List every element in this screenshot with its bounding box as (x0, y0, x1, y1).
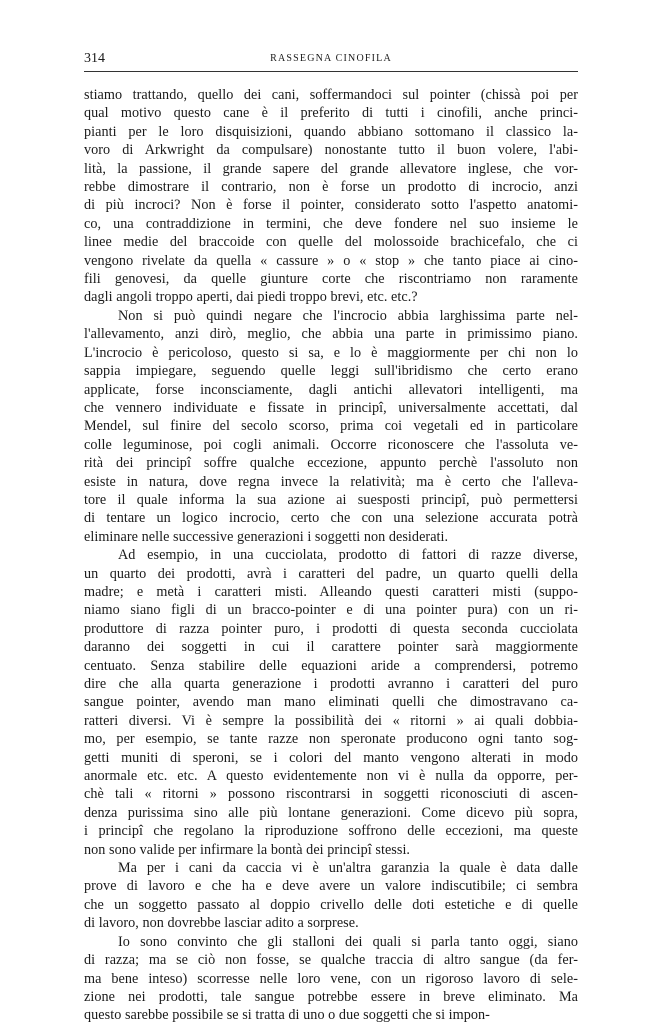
text-line: Non si può quindi negare che l'incrocio abbia larghissima parte nel- (118, 307, 578, 324)
paragraph (84, 307, 578, 546)
text-line: un quarto dei prodotti, avrà i caratteri del padre, un quarto quelli della (84, 565, 578, 582)
text-line: Ad esempio, in una cucciolata, prodotto di fattori di razze diverse, (118, 547, 578, 564)
text-line: fili genovesi, da quelle giunture corte che riscontriamo non raramente (84, 271, 578, 288)
text-line: eliminare nelle successive generazioni i soggetti non desiderati. (84, 528, 449, 545)
text-line: pianti per le loro disquisizioni, quando abbiano sottomano il classico la- (84, 123, 578, 140)
text-line: non sono valide per infirmare la bontà dei principî stessi. (84, 841, 411, 858)
text-line: ma bene inteso) scorresse nelle loro vene, con un rigoroso lavoro di sele- (84, 970, 578, 987)
text-line: co, una contraddizione in termini, che deve fondere nel suo insieme le (84, 215, 578, 232)
text-line: l'allevamento, anzi dirò, meglio, che abbia una parte in primissimo piano. (84, 326, 578, 343)
running-title: RASSEGNA CINOFILA (270, 53, 392, 64)
header-rule (84, 71, 578, 72)
text-line: lità, la passione, il grande sapere del grande allevatore inglese, che vor- (84, 160, 578, 177)
text-line: che vennero individuate e fissate in principî, universalmente accettati, dal (84, 399, 578, 416)
text-line: Ma per i cani da caccia vi è un'altra garanzia la quale è data dalle (118, 860, 578, 877)
text-line: madre; e metà i caratteri misti. Alleando questi caratteri misti (suppo- (84, 583, 578, 600)
text-line: zione nei prodotti, tale sangue potrebbe essere in breve eliminato. Ma (84, 988, 578, 1005)
text-line: daranno dei soggetti in cui il carattere pointer sarà maggiormente (84, 639, 578, 656)
text-line: rità dei principî soffre qualche eccezione, appunto perchè l'assoluto non (84, 455, 578, 472)
text-line: sangue pointer, avendo man mano eliminati quelli che dimostravano ca- (84, 694, 578, 711)
text-line: esiste in natura, dove regna invece la relatività; ma è certo che l'alleva- (84, 473, 578, 490)
text-line: di lavoro, non dovrebbe lasciar adito a sorprese. (84, 915, 359, 932)
text-line: colle leguminose, poi cogli animali. Occorre riconoscere che l'assoluta ve- (84, 436, 578, 453)
text-line: linee medie del braccoide con quelle del molossoide brachicefalo, che ci (84, 234, 578, 251)
text-line: questo sarebbe possibile se si tratta di uno o due soggetti che si impon- (84, 1007, 490, 1024)
text-line: L'incrocio è pericoloso, questo si sa, e lo è maggiormente per chi non lo (84, 344, 578, 361)
text-line: voro di Arkwright da compulsare) nonostante tutto il buon volere, l'abi- (84, 142, 578, 159)
text-line: Mendel, sul finire del secolo scorso, prima coi vegetali ed in particolare (84, 418, 578, 435)
text-line: mo, per esempio, se tante razze non speronate producono ogni tanto sog- (84, 731, 578, 748)
paragraph (84, 86, 578, 307)
text-line: ratteri diversi. Vi è sempre la possibilità dei « ritorni » ai quali dobbia- (84, 712, 578, 729)
text-line: dagli angoli troppo aperti, dai piedi troppo brevi, etc. etc.? (84, 289, 418, 306)
text-line: di razza; ma se ciò non fosse, se qualche traccia di altro sangue (da fer- (84, 952, 578, 969)
text-line: di tentare un logico incrocio, certo che con una selezione accurata potrà (84, 510, 578, 527)
text-line: prove di lavoro e che ha e deve avere un valore indiscutibile; ci sembra (84, 878, 578, 895)
text-line: qual motivo questo cane è il preferito di tutti i cinofili, anche princi- (84, 105, 578, 122)
paragraph (84, 546, 578, 859)
text-line: centuato. Senza stabilire delle equazioni aride a comprendersi, potremo (84, 657, 578, 674)
text-line: i principî che regolano la riproduzione soffrono delle eccezioni, ma queste (84, 823, 578, 840)
text-line: tore il quale informa la sua azione ai suesposti principî, può permettersi (84, 491, 578, 508)
text-line: chè tali « ritorni » possono riscontrarsi in soggetti riconosciuti di ascen- (84, 786, 578, 803)
page-header (84, 50, 578, 70)
text-line: niamo siano figli di un bracco-pointer e di una pointer pura) con un ri- (84, 602, 578, 619)
text-line: che un soggetto passato al doppio crivello delle doti estetiche e di quelle (84, 896, 578, 913)
page-number: 314 (84, 51, 105, 66)
paragraph (84, 933, 578, 1025)
text-line: rebbe dimostrare il contrario, non è forse un prodotto di incrocio, anzi (84, 179, 578, 196)
text-line: applicate, forse inconsciamente, dagli antichi allevatori intelligenti, ma (84, 381, 578, 398)
text-line: stiamo trattando, quello dei cani, soffermandoci sul pointer (chissà poi per (84, 87, 578, 103)
text-line: anormale etc. etc. A questo evidentemente non vi è nulla da opporre, per- (84, 768, 578, 785)
text-body (84, 86, 578, 1025)
text-line: Io sono convinto che gli stalloni dei quali si parla tanto oggi, siano (118, 933, 578, 950)
text-line: denza purissima sino alle più lontane generazioni. Come dicevo più sopra, (84, 804, 578, 821)
paragraph (84, 859, 578, 933)
text-line: dire che alla quarta generazione i prodotti avranno i caratteri del puro (84, 676, 578, 692)
text-line: vengono rivelate da quella « cassure » o « stop » che tanto piace ai cino- (84, 252, 578, 269)
text-line: sappia impiegare, seguendo quelle leggi sull'ibridismo che certo erano (84, 363, 578, 380)
text-line: di più incroci? Non è forse il pointer, considerato sotto l'aspetto anatomi- (84, 197, 578, 214)
text-line: getti muniti di speroni, se i colori del manto vengono alterati in modo (84, 749, 578, 766)
text-line: produttore di razza pointer puro, i prodotti di questa seconda cucciolata (84, 620, 578, 637)
